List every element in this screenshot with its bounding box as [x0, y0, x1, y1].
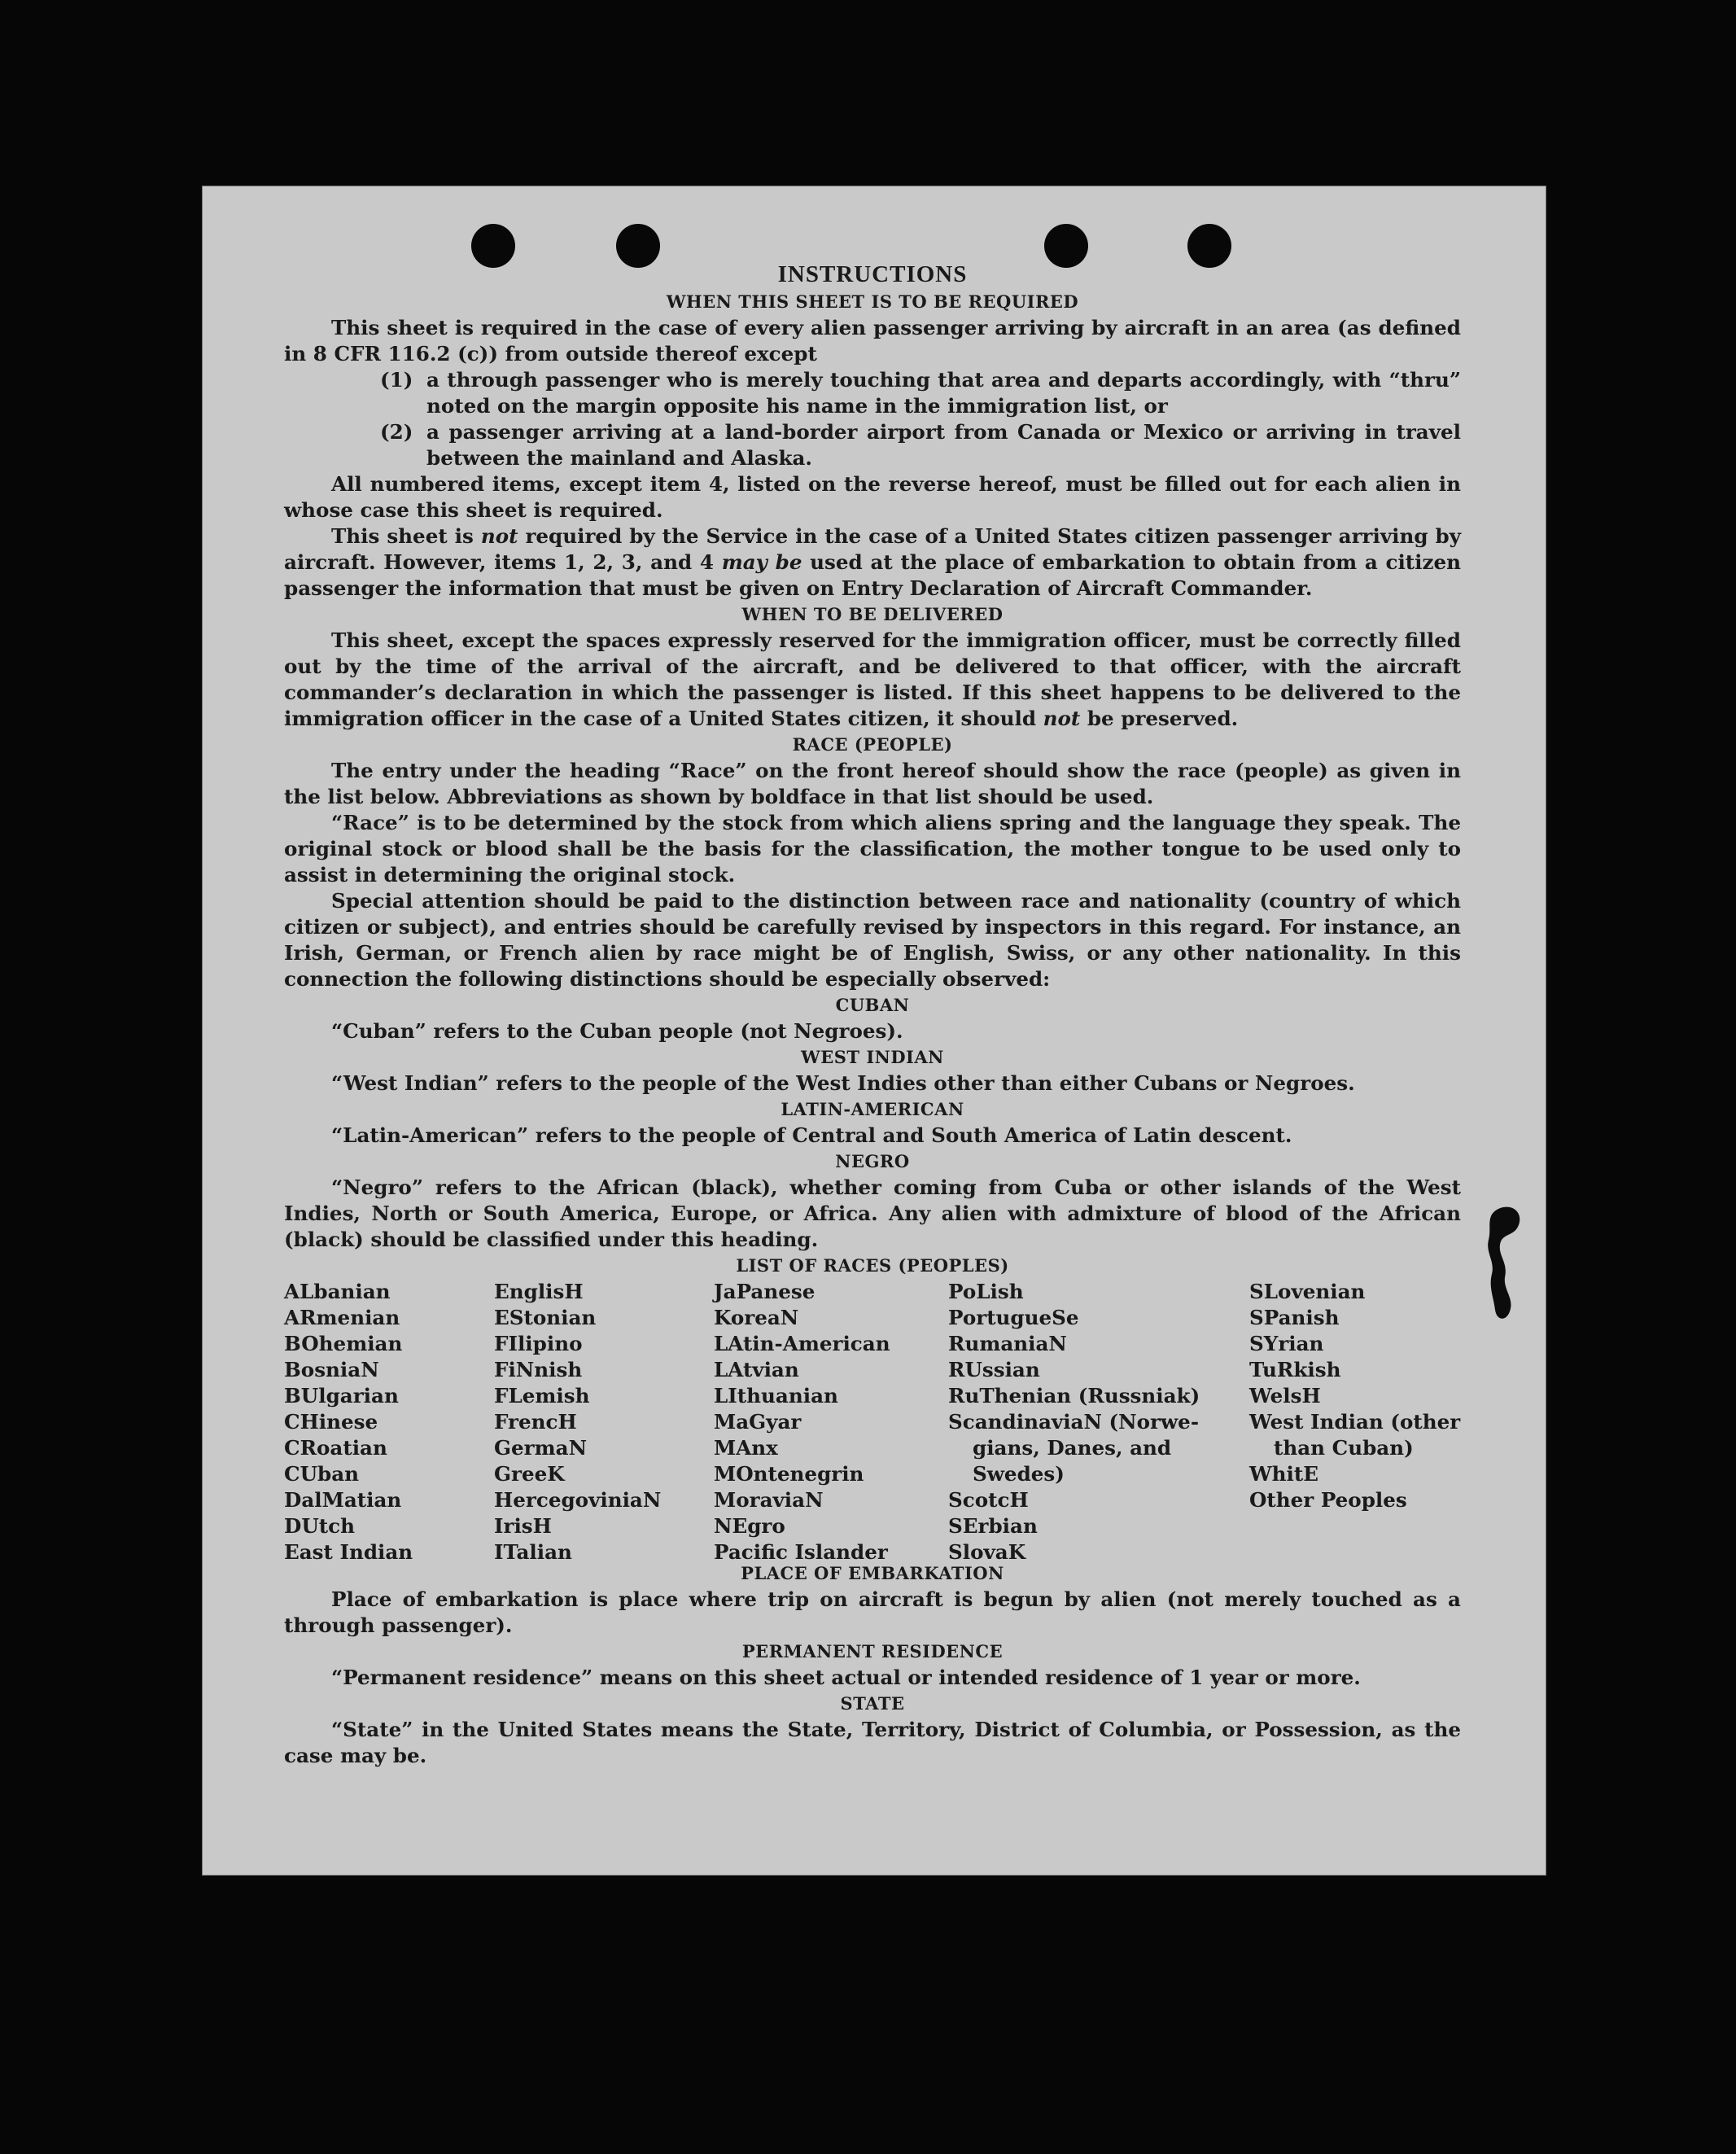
paragraph: “Cuban” refers to the Cuban people (not Negroes). [331, 1019, 903, 1043]
paragraph: “Negro” refers to the African (black), whether coming from Cuba or other islands of the West Indies, North or South America, Europe, or Africa. Any alien with admixture of blood of the African (black) should be classified under this heading. [284, 1176, 1461, 1251]
exception-item [380, 367, 1461, 419]
emphasis: may be [721, 550, 802, 574]
section-heading: WHEN THIS SHEET IS TO BE REQUIRED [666, 291, 1079, 312]
race-entry: RumaniaN [948, 1332, 1067, 1355]
text-run: required by the Service in the case of a United States citizen passenger arriving by aircraft. However, items 1, 2, 3, and 4 [284, 524, 1461, 574]
instructions-content [284, 258, 1461, 1769]
race-entry: BOhemian [284, 1332, 403, 1355]
race-entry: NEgro [714, 1514, 785, 1538]
paragraph [284, 523, 1461, 602]
paragraph: “State” in the United States means the State, Territory, District of Columbia, or Possession, as the case may be. [284, 1718, 1461, 1767]
races-column [284, 1279, 413, 1565]
race-entry: Pacific Islander [714, 1540, 888, 1564]
item-number: (2) [380, 420, 413, 444]
paragraph: All numbered items, except item 4, listed on the reverse hereof, must be filled out for each alien in whose case this sheet is required. [284, 472, 1461, 522]
race-entry: FLemish [494, 1384, 590, 1408]
race-entry: TuRkish [1249, 1358, 1341, 1381]
race-entry: JaPanese [714, 1280, 816, 1303]
document-sheet [202, 186, 1546, 1876]
race-entry: IrisH [494, 1514, 552, 1538]
race-entry: HercegoviniaN [494, 1488, 662, 1512]
race-entry: RUssian [948, 1358, 1040, 1381]
section-heading: PERMANENT RESIDENCE [741, 1641, 1004, 1661]
race-entry: gians, Danes, and [973, 1436, 1172, 1460]
emphasis: not [1043, 707, 1081, 730]
section-heading: WEST INDIAN [801, 1047, 944, 1067]
race-entry: KoreaN [714, 1306, 799, 1329]
paragraph: Special attention should be paid to the distinction between race and nationality (country of which citizen or subject), and entries should be carefully revised by inspectors in this regard. For instance, an Irish, German, or French alien by race might be of English, Swiss, or any other nationality. In this connection the following distinctions should be especially observed: [284, 889, 1461, 991]
item-text: a through passenger who is merely touching that area and departs accordingly, with “thru” noted on the margin opposite his name in the immigration list, or [426, 368, 1461, 418]
race-entry: Other Peoples [1249, 1488, 1407, 1512]
race-entry: ScotcH [948, 1488, 1029, 1512]
section-heading: NEGRO [835, 1151, 910, 1171]
race-entry: ITalian [494, 1540, 572, 1564]
section-heading: CUBAN [835, 995, 910, 1015]
race-entry: East Indian [284, 1540, 413, 1564]
races-column [948, 1279, 1200, 1565]
race-entry: than Cuban) [1274, 1436, 1414, 1460]
race-entry: EStonian [494, 1306, 597, 1329]
exception-item [380, 419, 1461, 471]
race-entry: GermaN [494, 1436, 588, 1460]
race-entry: DalMatian [284, 1488, 402, 1512]
race-entry: ALbanian [284, 1280, 391, 1303]
race-entry: CRoatian [284, 1436, 387, 1460]
paragraph [284, 628, 1461, 732]
race-entry: PoLish [948, 1280, 1024, 1303]
race-entry: MaGyar [714, 1410, 802, 1434]
race-entry: FrencH [494, 1410, 577, 1434]
emphasis: not [480, 524, 518, 548]
item-text: a passenger arriving at a land-border airport from Canada or Mexico or arriving in travel between the mainland and Alaska. [426, 420, 1461, 470]
race-entry: LIthuanian [714, 1384, 838, 1408]
page-title: INSTRUCTIONS [777, 261, 968, 287]
race-entry: FIlipino [494, 1332, 583, 1355]
race-entry: CHinese [284, 1410, 378, 1434]
race-entry: CUban [284, 1462, 360, 1486]
race-entry: BUlgarian [284, 1384, 399, 1408]
race-entry: SErbian [948, 1514, 1038, 1538]
race-entry: MoraviaN [714, 1488, 824, 1512]
races-column [1249, 1279, 1460, 1513]
race-entry: LAtin-American [714, 1332, 890, 1355]
race-entry: WelsH [1249, 1384, 1321, 1408]
race-entry: MAnx [714, 1436, 778, 1460]
race-entry: ScandinaviaN (Norwe- [948, 1410, 1200, 1434]
race-entry: West Indian (other [1249, 1410, 1461, 1434]
races-column [714, 1279, 890, 1565]
race-entry: FiNnish [494, 1358, 583, 1381]
paragraph: “Latin-American” refers to the people of Central and South America of Latin descent. [331, 1123, 1292, 1147]
paragraph: “West Indian” refers to the people of the West Indies other than either Cubans or Negroes. [331, 1071, 1355, 1095]
race-entry: PortugueSe [948, 1306, 1079, 1329]
races-column [494, 1279, 661, 1565]
paragraph: “Race” is to be determined by the stock from which aliens spring and the language they speak. The original stock or blood shall be the basis for the classification, the mother tongue to be used only to assist in determining the original stock. [284, 811, 1461, 887]
text-run: be preserved. [1080, 707, 1239, 730]
section-heading: PLACE OF EMBARKATION [741, 1563, 1004, 1583]
race-entry: SlovaK [948, 1540, 1026, 1564]
section-heading: LIST OF RACES (PEOPLES) [736, 1255, 1009, 1276]
item-number: (1) [380, 368, 413, 392]
races-list [284, 1279, 1461, 1564]
text-run: used at the place of embarkation to obtain from a citizen passenger the information that must be given on Entry Declaration of Aircraft Commander. [284, 550, 1462, 600]
race-entry: ARmenian [284, 1306, 400, 1329]
race-entry: MOntenegrin [714, 1462, 864, 1486]
section-heading: WHEN TO BE DELIVERED [741, 604, 1004, 624]
text-run: This sheet is [331, 524, 481, 548]
section-heading: LATIN-AMERICAN [781, 1099, 964, 1119]
race-entry: BosniaN [284, 1358, 379, 1381]
paragraph: The entry under the heading “Race” on the front hereof should show the race (people) as given in the list below. Abbreviations as shown by boldface in that list should be used. [284, 759, 1461, 808]
race-entry: SYrian [1249, 1332, 1324, 1355]
race-entry: GreeK [494, 1462, 565, 1486]
race-entry: LAtvian [714, 1358, 799, 1381]
race-entry: Swedes) [973, 1462, 1065, 1486]
text-run: This sheet, except the spaces expressly reserved for the immigration officer, must be correctly filled out by the time of the arrival of the aircraft, and be delivered to that officer, with the aircraft commander’s declaration in which the passenger is listed. If this sheet happens to be delivered to the immigration officer in the case of a United States citizen, it should [284, 628, 1461, 730]
paragraph: Place of embarkation is place where trip on aircraft is begun by alien (not merely touched as a through passenger). [284, 1587, 1461, 1637]
ink-blot [1474, 1202, 1524, 1324]
section-heading: STATE [840, 1693, 905, 1714]
race-entry: SLovenian [1249, 1280, 1366, 1303]
paragraph: “Permanent residence” means on this sheet actual or intended residence of 1 year or more. [331, 1666, 1361, 1689]
race-entry: WhitE [1249, 1462, 1318, 1486]
race-entry: EnglisH [494, 1280, 584, 1303]
race-entry: DUtch [284, 1514, 355, 1538]
race-entry: SPanish [1249, 1306, 1340, 1329]
section-heading: RACE (PEOPLE) [792, 734, 953, 755]
race-entry: RuThenian (Russniak) [948, 1384, 1200, 1408]
paragraph: This sheet is required in the case of every alien passenger arriving by aircraft in an area (as defined in 8 CFR 116.2 (c)) from outside thereof except [284, 316, 1461, 366]
